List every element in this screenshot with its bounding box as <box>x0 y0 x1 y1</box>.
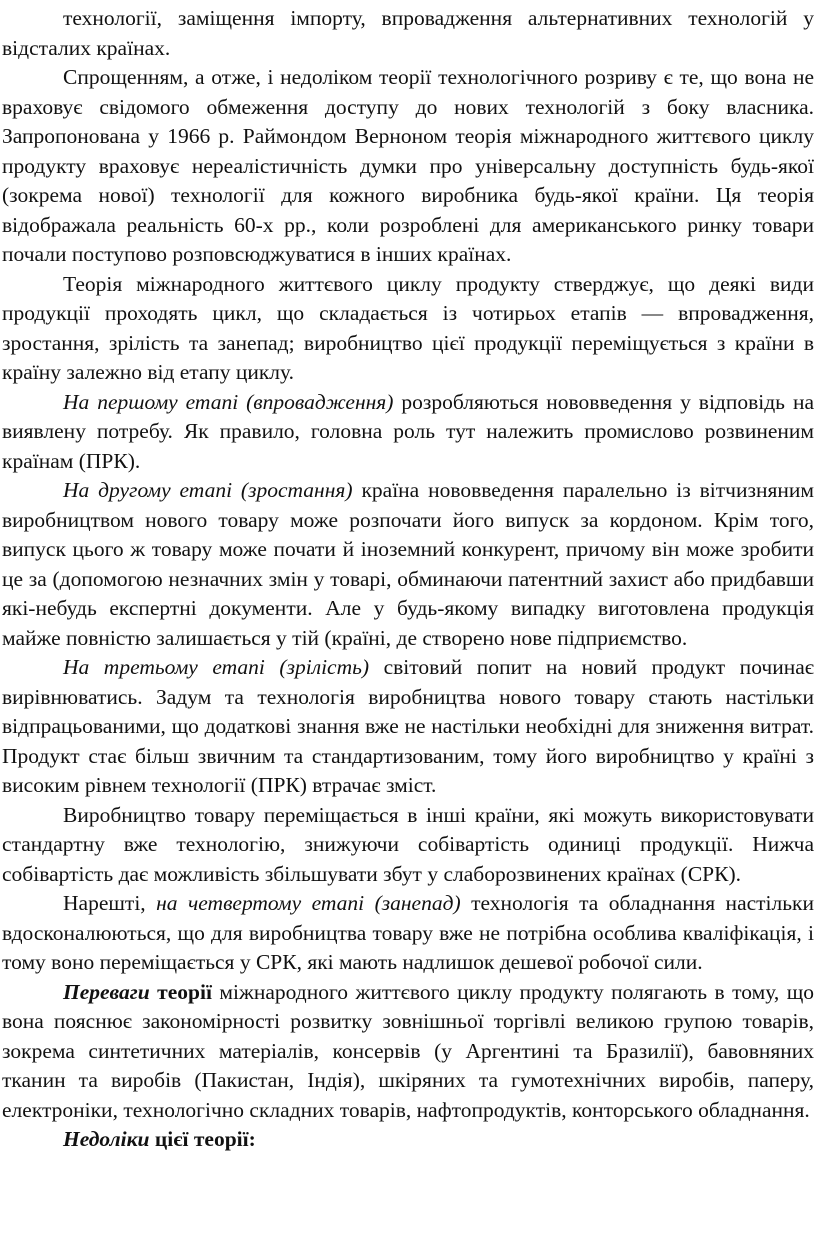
paragraph-10 <box>2 1125 814 1155</box>
paragraph-8-pre: Нарешті, <box>63 891 157 915</box>
stage-4-heading: на четвертому етапі (занепад) <box>156 891 461 915</box>
disadvantages-theory-words: цієї теорії: <box>149 1127 256 1151</box>
paragraph-3-text: Теорія міжнародного життєвого циклу продукту стверджує, що деякі види продукції проходять цикл, що складається із чотирьох етапів — впровадження, зростання, зрілість та занепад; виробництво цієї продукції переміщується з країни в країну залежно від етапу циклу. <box>2 271 814 384</box>
paragraph-2 <box>2 63 814 270</box>
paragraph-4-text: розробляються нововведення у відповідь на виявлену потребу. Як правило, головна роль тут належить промислово розвиненим країнам (ПРК). <box>2 389 814 473</box>
paragraph-3 <box>2 270 814 388</box>
paragraph-8-text: технологія та обладнання настільки вдосконалюються, що для виробництва товару вже не потрібна особлива кваліфікація, і тому воно переміщається у СРК, які мають надлишок дешевої робочої сили. <box>2 891 815 974</box>
advantages-theory-word: теорії <box>149 979 212 1004</box>
paragraph-1 <box>2 4 814 63</box>
paragraph-9 <box>2 978 814 1126</box>
paragraph-2-text: Спрощенням, а отже, і недоліком теорії технологічного розриву є те, що вона не враховує свідомого обмеження доступу до нових технологій з боку власника. Запропонована у 1966 р. Раймондом Верноном теорія міжнародного життєвого циклу продукту враховує нереалістичність думки про універсальну доступність будь-якої (зокрема нової) технології для кожного виробника будь-якої країни. Ця теорія відображала реальність 60-х рр., коли розроблені для американського ринку товари почали поступово розповсюджуватися в інших країнах. <box>2 65 814 266</box>
stage-2-heading: На другому етапі (зростання) <box>63 478 353 502</box>
paragraph-5 <box>2 476 814 653</box>
advantages-word: Переваги <box>63 979 150 1004</box>
paragraph-6-text: світовий попит на новий продукт починає вирівнюватись. Задум та технологія виробництва нового товару стають настільки відпрацьованими, що додаткові знання вже не настільки необхідні для зниження витрат. Продукт стає більш звичним та стандартизованим, тому його виробництво у країні з високим рівнем технології (ПРК) втрачає зміст. <box>2 655 814 797</box>
stage-3-heading: На третьому етапі (зрілість) <box>63 655 370 679</box>
paragraph-7-text: Виробництво товару переміщається в інші країни, які можуть використовувати стандартну вже технологію, знижуючи собівартість одиниці продукції. Нижча собівартість дає можливість збільшувати збут у слаборозвинених країнах (СРК). <box>2 802 814 886</box>
paragraph-4 <box>2 388 814 477</box>
paragraph-6 <box>2 653 814 801</box>
disadvantages-word: Недоліки <box>63 1127 150 1151</box>
paragraph-5-text: країна нововведення паралельно із вітчизняним виробництвом нового товару може розпочати його випуск за кордоном. Крім того, випуск цього ж товару може почати й іноземний конкурент, причому він може зробити це за (допомогою незначних змін у товарі, обминаючи патентний захист або придбавши які-небудь експертні документи. Але у будь-якому випадку виготовлена продукція майже повністю залишається у тій (країні, де створено нове підприємство. <box>2 478 814 650</box>
paragraph-7 <box>2 801 814 890</box>
stage-1-heading: На першому етапі (впровадження) <box>63 389 394 414</box>
disadvantages-heading <box>63 1127 256 1151</box>
advantages-heading <box>63 980 212 1004</box>
paragraph-8 <box>2 889 814 978</box>
paragraph-9-text: міжнародного життєвого циклу продукту полягають в тому, що вона пояснює закономірності розвитку зовнішньої торгівлі великою групою товарів, зокрема синтетичних матеріалів, консервів (у Аргентині та Бразилії), бавовняних тканин та виробів (Пакистан, Індія), шкіряних та гумотехнічних виробів, паперу, електроніки, технологічно складних товарів, нафтопродуктів, конторського обладнання. <box>2 979 814 1122</box>
paragraph-1-text: технології, заміщення імпорту, впровадження альтернативних технологій у відсталих країнах. <box>2 6 814 60</box>
